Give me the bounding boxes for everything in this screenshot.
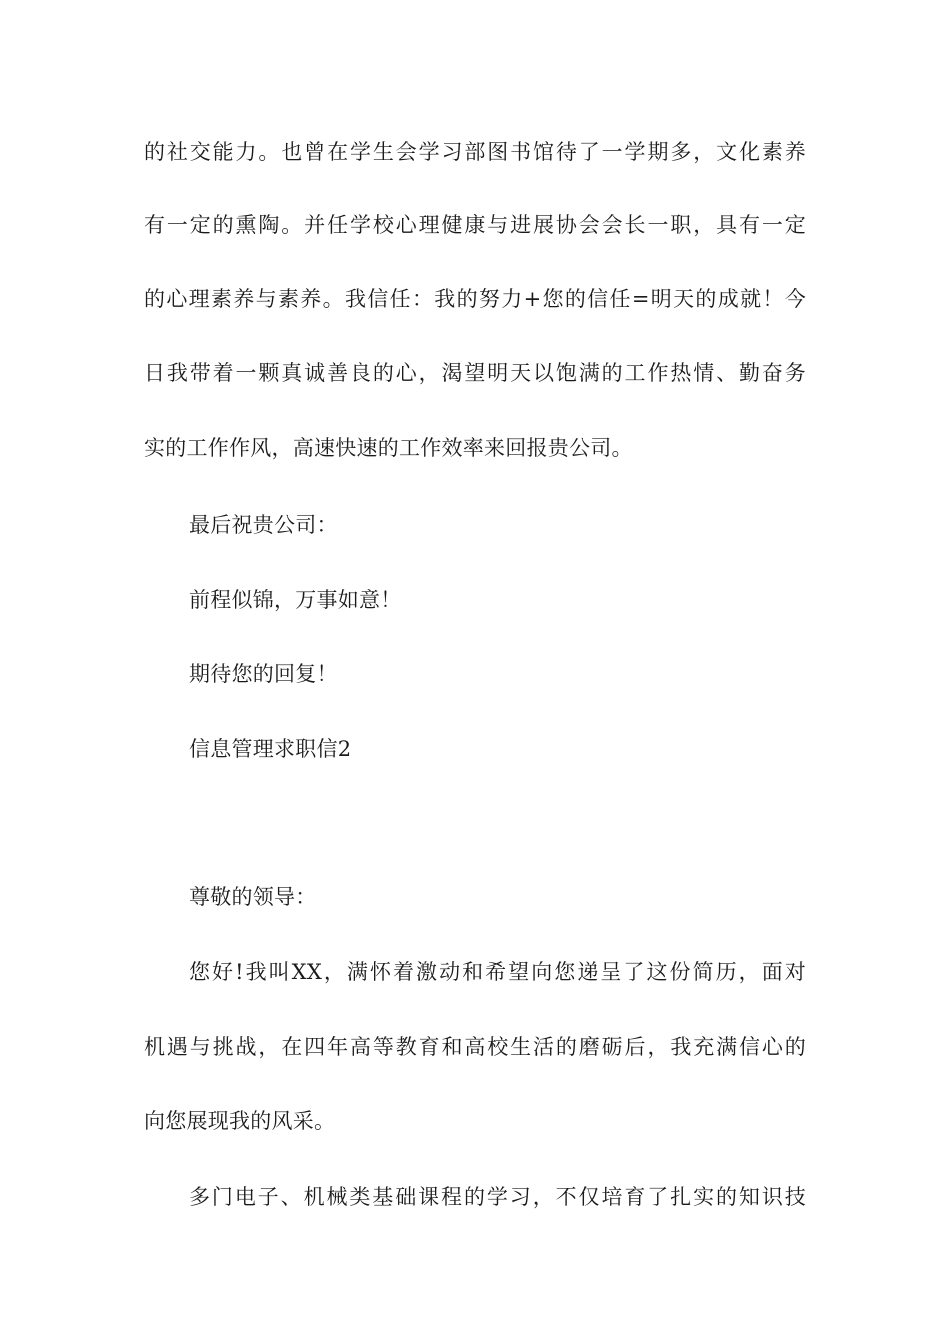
- paragraph-line: 的社交能力。也曾在学生会学习部图书馆待了一学期多，文化素养: [144, 140, 806, 164]
- section-title: 信息管理求职信2: [189, 737, 352, 761]
- salutation: 尊敬的领导：: [189, 885, 317, 909]
- paragraph-line: 有一定的熏陶。并任学校心理健康与进展协会会长一职，具有一定: [144, 213, 806, 237]
- paragraph-line: 实的工作作风，高速快速的工作效率来回报贵公司。: [144, 436, 633, 460]
- closing-wish: 前程似锦，万事如意！: [189, 588, 402, 612]
- paragraph-line: 的心理素养与素养。我信任：我的努力+您的信任=明天的成就！今: [144, 287, 806, 311]
- paragraph-line: 您好!我叫XX，满怀着激动和希望向您递呈了这份简历，面对: [189, 960, 806, 984]
- closing-expectation: 期待您的回复！: [189, 662, 338, 686]
- paragraph-line: 日我带着一颗真诚善良的心，渴望明天以饱满的工作热情、勤奋务: [144, 361, 806, 385]
- paragraph-line: 向您展现我的风采。: [144, 1109, 336, 1133]
- closing-greeting: 最后祝贵公司：: [189, 513, 338, 537]
- paragraph-line: 多门电子、机械类基础课程的学习，不仅培育了扎实的知识技: [189, 1185, 806, 1209]
- paragraph-line: 机遇与挑战，在四年高等教育和高校生活的磨砺后，我充满信心的: [144, 1035, 806, 1059]
